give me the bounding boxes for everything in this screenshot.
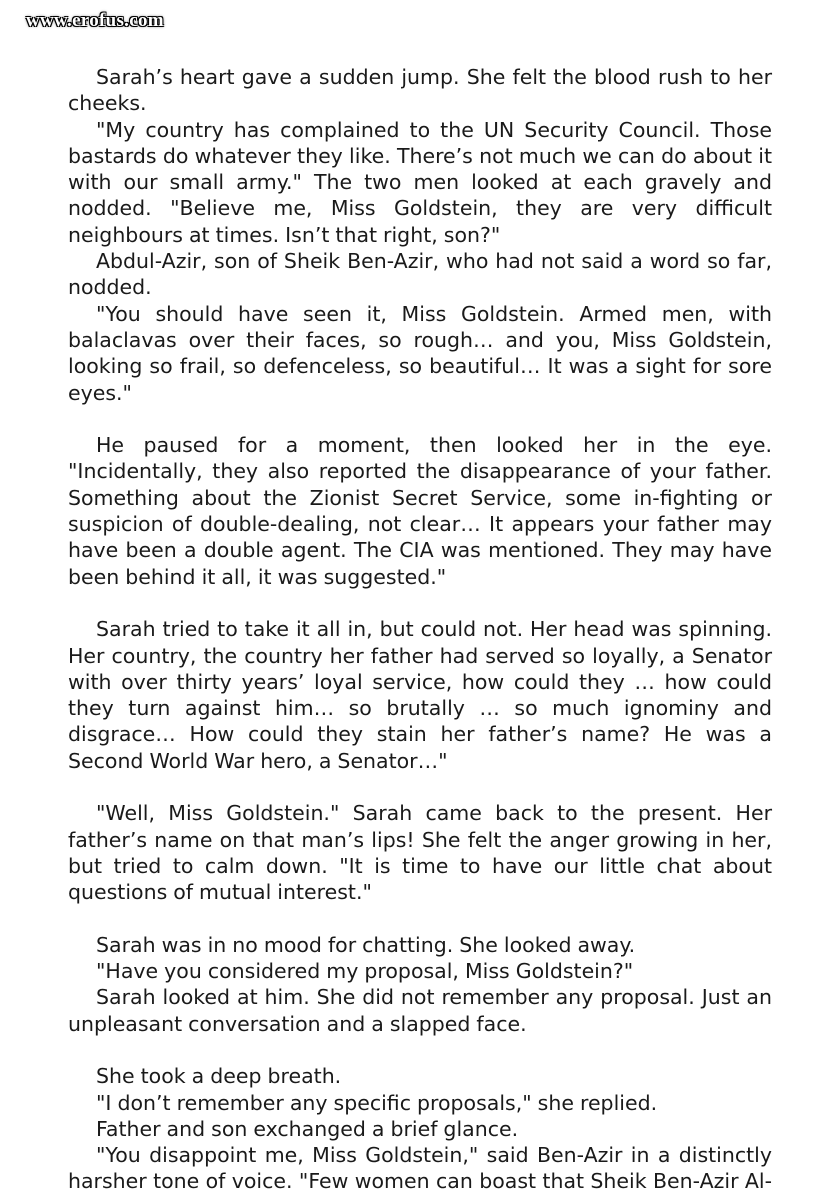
paragraph: "You should have seen it, Miss Goldstein. Armed men, with balaclavas over their faces, so rough… and you, Miss Goldstein, looking so frail, so defenceless, so beautiful… It was a sight for sore eyes." <box>68 301 772 405</box>
paragraph-gap <box>68 590 772 616</box>
paragraph: "My country has complained to the UN Security Council. Those bastards do whatever they like. There’s not much we can do about it with our small army." The two men looked at each gravely and nodded. "Believe me, Miss Goldstein, they are very difficult neighbours at times. Isn’t that right, son?" <box>68 117 772 247</box>
paragraph: "I don’t remember any specific proposals," she replied. <box>96 1090 658 1115</box>
paragraph: Abdul-Azir, son of Sheik Ben-Azir, who had not said a word so far, nodded. <box>68 249 772 300</box>
paragraph: Father and son exchanged a brief glance. <box>96 1116 519 1141</box>
paragraph: "You disappoint me, Miss Goldstein," said Ben-Azir in a distinctly harsher tone of voice. "Few women can boast that Sheik Ben-Azir Al- <box>68 1143 772 1194</box>
paragraph: He paused for a moment, then looked her in the eye. "Incidentally, they also reported the disappearance of your father. Something about the Zionist Secret Service, some in-fighting or suspicion of double-dealing, not clear… It appears your father may have been a double agent. The CIA was mentioned. They may have been behind it all, it was suggested." <box>68 433 772 589</box>
paragraph: Sarah was in no mood for chatting. She looked away. <box>96 932 636 957</box>
watermark-text: www.erofus.com <box>26 10 164 31</box>
paragraph: She took a deep breath. <box>96 1064 342 1089</box>
paragraph: Sarah tried to take it all in, but could not. Her head was spinning. Her country, the country her father had served so loyally, a Senator with over thirty years’ loyal service, how could they … how could they turn against him… so brutally … so much ignominy and disgrace… How could they stain her father’s name? He was a Second World War hero, a Senator…" <box>68 617 772 773</box>
paragraph-gap <box>68 906 772 932</box>
paragraph-gap <box>68 406 772 432</box>
paragraph-gap <box>68 774 772 800</box>
paragraph: "Well, Miss Goldstein." Sarah came back to the present. Her father’s name on that man’s lips! She felt the anger growing in her, but tried to calm down. "It is time to have our little chat about questions of mutual interest." <box>68 801 772 905</box>
paragraph: "Have you considered my proposal, Miss Goldstein?" <box>96 959 634 984</box>
page-text <box>68 64 772 1195</box>
paragraph-gap <box>68 1037 772 1063</box>
paragraph: Sarah looked at him. She did not remember any proposal. Just an unpleasant conversation and a slapped face. <box>68 985 772 1036</box>
paragraph: Sarah’s heart gave a sudden jump. She felt the blood rush to her cheeks. <box>68 65 772 116</box>
